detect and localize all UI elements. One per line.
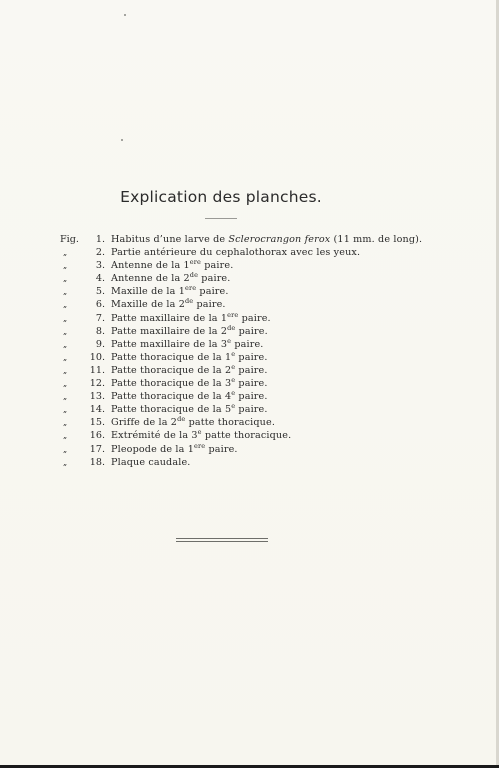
description-text-end: paire. — [231, 338, 264, 350]
list-item — [60, 377, 460, 390]
figure-description — [111, 272, 230, 285]
list-item — [60, 312, 460, 325]
figure-description — [111, 259, 233, 272]
list-item — [60, 325, 460, 338]
figure-label: Fig. — [60, 234, 79, 245]
ditto-mark: „ — [63, 326, 68, 336]
description-text: Antenne de la 2 — [111, 273, 190, 285]
figure-number: 17. — [89, 443, 105, 455]
ditto-mark: „ — [63, 444, 68, 454]
list-item — [60, 259, 460, 272]
description-text-end: paire. — [238, 312, 271, 324]
description-text: Patte maxillaire de la 3 — [111, 338, 228, 350]
ditto-mark: „ — [63, 274, 68, 284]
species-name: Sclerocrangon ferox — [228, 234, 331, 245]
figure-number: 3. — [95, 260, 105, 272]
description-text: Maxille de la 1 — [111, 286, 185, 298]
ordinal-superscript: ere — [184, 284, 197, 293]
list-item — [60, 233, 460, 246]
description-text: Patte thoracique de la 2 — [111, 364, 232, 376]
description-text-end: paire. — [198, 273, 231, 285]
list-item — [60, 246, 460, 259]
list-item — [60, 364, 460, 377]
description-text-end: paire. — [196, 286, 229, 298]
list-item — [60, 416, 460, 429]
figure-number: 5. — [95, 286, 105, 298]
figure-number: 7. — [95, 312, 105, 324]
description-text: Patte maxillaire de la 1 — [111, 312, 228, 324]
figure-number: 10. — [89, 351, 105, 363]
page-title: Explication des planches. — [120, 188, 322, 206]
description-text-end: patte thoracique. — [201, 430, 292, 442]
title-divider — [205, 218, 237, 219]
ditto-mark: „ — [63, 392, 68, 402]
list-item — [60, 298, 460, 311]
ditto-mark: „ — [63, 457, 68, 467]
figure-description — [111, 298, 226, 311]
description-text-end: paire. — [235, 364, 268, 376]
figure-description — [111, 456, 190, 469]
ditto-mark: „ — [63, 248, 68, 258]
ordinal-superscript: e — [197, 428, 202, 437]
list-item — [60, 338, 460, 351]
ditto-mark: „ — [63, 313, 68, 323]
figure-number: 14. — [89, 404, 105, 416]
list-item — [60, 272, 460, 285]
ditto-mark: „ — [63, 418, 68, 428]
figure-number: 6. — [95, 299, 105, 311]
figure-description — [111, 403, 268, 416]
description-text-end: paire. — [201, 260, 234, 272]
ordinal-superscript: e — [231, 376, 236, 385]
figure-number: 16. — [89, 430, 105, 442]
figure-number: 2. — [95, 247, 105, 259]
figure-description — [111, 338, 263, 351]
figure-number: 12. — [89, 378, 105, 390]
paper-speck — [121, 139, 123, 141]
description-text-end: (11 mm. de long). — [330, 234, 423, 245]
figure-description — [111, 351, 268, 364]
description-text-end: paire. — [193, 299, 226, 311]
list-item — [60, 403, 460, 416]
ordinal-superscript: ere — [227, 310, 239, 319]
figure-description — [111, 285, 229, 298]
figure-description — [111, 364, 268, 377]
ordinal-superscript: de — [177, 415, 186, 424]
description-text: Extrémité de la 3 — [111, 430, 198, 442]
description-text: Partie antérieure du cephalothorax avec les yeux. — [111, 247, 361, 259]
description-text: Patte thoracique de la 4 — [111, 391, 232, 403]
ordinal-superscript: de — [227, 323, 236, 332]
figure-number: 18. — [89, 456, 105, 468]
ordinal-superscript: e — [227, 336, 232, 345]
list-item — [60, 429, 460, 442]
description-text-end: patte thoracique. — [185, 417, 276, 429]
figure-number: 15. — [89, 417, 105, 429]
description-text: Pleopode de la 1 — [111, 443, 194, 455]
description-text-end: paire. — [235, 351, 268, 363]
list-item — [60, 456, 460, 469]
ordinal-superscript: e — [231, 349, 236, 358]
ditto-mark: „ — [63, 300, 68, 310]
description-text: Patte thoracique de la 3 — [111, 378, 232, 390]
figure-number: 9. — [95, 338, 105, 350]
figure-description — [111, 443, 238, 456]
ditto-mark: „ — [63, 365, 68, 375]
figure-number: 11. — [89, 364, 105, 376]
list-item — [60, 285, 460, 298]
description-text-end: paire. — [235, 325, 268, 337]
list-item — [60, 390, 460, 403]
description-text-end: paire. — [235, 378, 268, 390]
description-text-end: paire. — [235, 404, 268, 416]
figure-description — [111, 233, 422, 246]
figure-description — [111, 416, 275, 429]
figure-description — [111, 325, 268, 338]
description-text: Patte maxillaire de la 2 — [111, 325, 228, 337]
end-double-rule — [176, 538, 268, 542]
description-text-end: paire. — [205, 443, 238, 455]
ordinal-superscript: e — [231, 389, 236, 398]
ditto-mark: „ — [63, 431, 68, 441]
ditto-mark: „ — [63, 339, 68, 349]
ditto-mark: „ — [63, 379, 68, 389]
list-item — [60, 351, 460, 364]
ditto-mark: „ — [63, 352, 68, 362]
description-text: Habitus d’une larve de — [111, 234, 229, 245]
ditto-mark: „ — [63, 261, 68, 271]
description-text-end: paire. — [235, 391, 268, 403]
ditto-mark: „ — [63, 287, 68, 297]
description-text: Patte thoracique de la 1 — [111, 351, 232, 363]
plate-explanation-list — [60, 233, 460, 469]
figure-description — [111, 390, 268, 403]
list-item — [60, 443, 460, 456]
description-text: Antenne de la 1 — [111, 260, 190, 272]
figure-description — [111, 246, 360, 259]
description-text: Griffe de la 2 — [111, 417, 178, 429]
figure-number: 13. — [89, 391, 105, 403]
description-text: Plaque caudale. — [111, 456, 191, 468]
paper-speck — [124, 14, 126, 16]
ditto-mark: „ — [63, 405, 68, 415]
ordinal-superscript: e — [231, 402, 236, 411]
figure-number: 4. — [95, 273, 105, 285]
figure-description — [111, 377, 268, 390]
description-text: Patte thoracique de la 5 — [111, 404, 232, 416]
ordinal-superscript: de — [189, 271, 199, 280]
ordinal-superscript: ere — [189, 258, 202, 267]
ordinal-superscript: de — [184, 297, 194, 306]
figure-description — [111, 312, 271, 325]
description-text: Maxille de la 2 — [111, 299, 185, 311]
ordinal-superscript: e — [231, 362, 236, 371]
figure-number: 8. — [95, 325, 105, 337]
ordinal-superscript: ere — [193, 441, 206, 450]
figure-number: 1. — [95, 234, 105, 245]
